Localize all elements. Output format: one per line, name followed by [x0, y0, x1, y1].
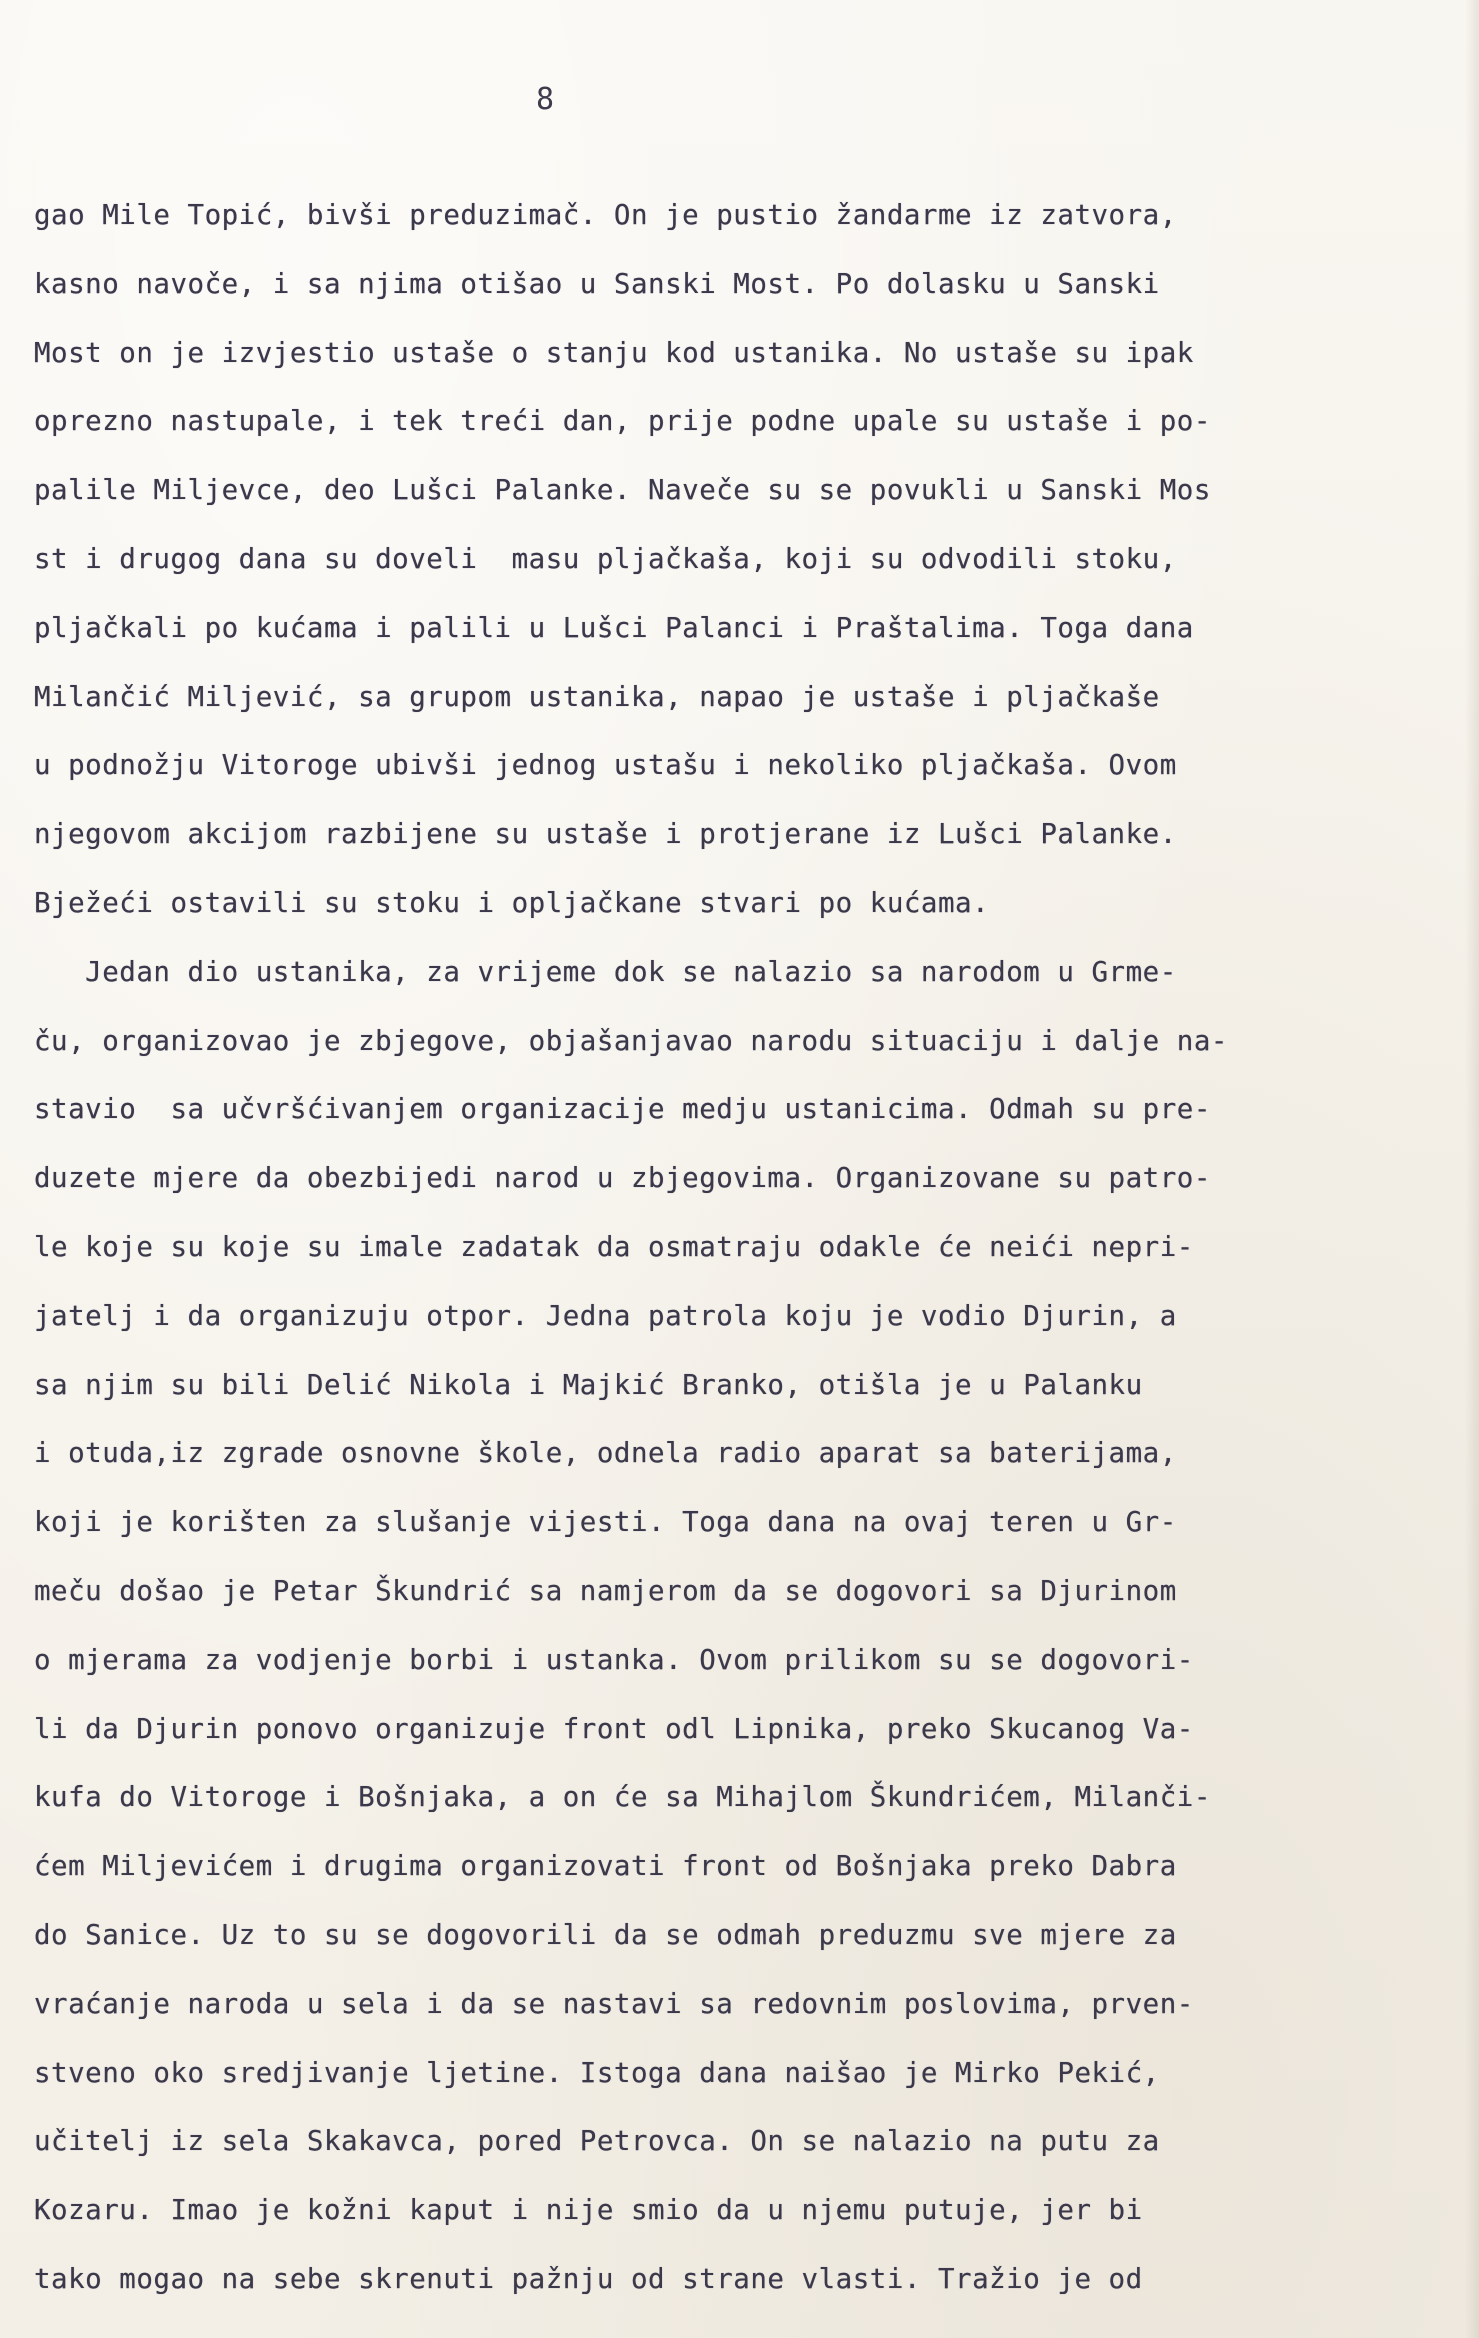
text-line: palile Miljevce, deo Lušci Palanke. Naveče su se povukli u Sanski Mos	[34, 474, 1211, 507]
page-number: 8	[535, 82, 555, 117]
text-line: koji je korišten za slušanje vijesti. Toga dana na ovaj teren u Gr-	[34, 1506, 1177, 1539]
text-line: sa njim su bili Delić Nikola i Majkić Branko, otišla je u Palanku	[34, 1368, 1143, 1401]
text-line: jatelj i da organizuju otpor. Jedna patrola koju je vodio Djurin, a	[34, 1299, 1177, 1332]
text-line: le koje su koje su imale zadatak da osmatraju odakle će neići nepri-	[34, 1230, 1194, 1263]
text-line: oprezno nastupale, i tek treći dan, prije podne upale su ustaše i po-	[34, 405, 1211, 438]
text-line: li da Djurin ponovo organizuje front odl Lipnika, preko Skucanog Va-	[34, 1712, 1194, 1745]
text-line: i otuda,iz zgrade osnovne škole, odnela radio aparat sa baterijama,	[34, 1437, 1177, 1470]
text-line: učitelj iz sela Skakavca, pored Petrovca. On se nalazio na putu za	[34, 2125, 1160, 2158]
text-line: u podnožju Vitoroge ubivši jednog ustašu i nekoliko pljačkaša. Ovom	[34, 749, 1177, 782]
text-line: Jedan dio ustanika, za vrijeme dok se nalazio sa narodom u Grme-	[34, 955, 1177, 988]
text-line: ćem Miljevićem i drugima organizovati front od Bošnjaka preko Dabra	[34, 1850, 1177, 1883]
text-line: Most on je izvjestio ustaše o stanju kod ustanika. No ustaše su ipak	[34, 336, 1194, 369]
document-body	[34, 189, 1454, 2322]
text-line: pljačkali po kućama i palili u Lušci Palanci i Praštalima. Toga dana	[34, 611, 1194, 644]
text-line: Milančić Miljević, sa grupom ustanika, napao je ustaše i pljačkaše	[34, 680, 1160, 713]
text-line: njegovom akcijom razbijene su ustaše i protjerane iz Lušci Palanke.	[34, 818, 1177, 851]
text-line: stavio sa učvršćivanjem organizacije medju ustanicima. Odmah su pre-	[34, 1093, 1211, 1126]
text-line: meču došao je Petar Škundrić sa namjerom da se dogovori sa Djurinom	[34, 1574, 1177, 1607]
text-line: do Sanice. Uz to su se dogovorili da se odmah preduzmu sve mjere za	[34, 1918, 1177, 1951]
text-line: vraćanje naroda u sela i da se nastavi sa redovnim poslovima, prven-	[34, 1987, 1194, 2020]
text-line: o mjerama za vodjenje borbi i ustanka. Ovom prilikom su se dogovori-	[34, 1643, 1194, 1676]
text-line: ču, organizovao je zbjegove, objašanjavao narodu situaciju i dalje na-	[34, 1024, 1228, 1057]
text-line: duzete mjere da obezbijedi narod u zbjegovima. Organizovane su patro-	[34, 1162, 1211, 1195]
text-line: Bježeći ostavili su stoku i opljačkane stvari po kućama.	[34, 886, 990, 919]
text-line: kufa do Vitoroge i Bošnjaka, a on će sa Mihajlom Škundrićem, Milanči-	[34, 1781, 1211, 1814]
text-line: stveno oko sredjivanje ljetine. Istoga dana naišao je Mirko Pekić,	[34, 2056, 1160, 2089]
text-line: Kozaru. Imao je kožni kaput i nije smio da u njemu putuje, jer bi	[34, 2194, 1143, 2227]
text-line: tako mogao na sebe skrenuti pažnju od strane vlasti. Tražio je od	[34, 2262, 1143, 2295]
text-line: kasno navoče, i sa njima otišao u Sanski Most. Po dolasku u Sanski	[34, 267, 1160, 300]
page-edge-shadow	[1465, 0, 1479, 2338]
text-line: st i drugog dana su doveli masu pljačkaša, koji su odvodili stoku,	[34, 542, 1177, 575]
text-line: gao Mile Topić, bivši preduzimač. On je pustio žandarme iz zatvora,	[34, 199, 1177, 231]
